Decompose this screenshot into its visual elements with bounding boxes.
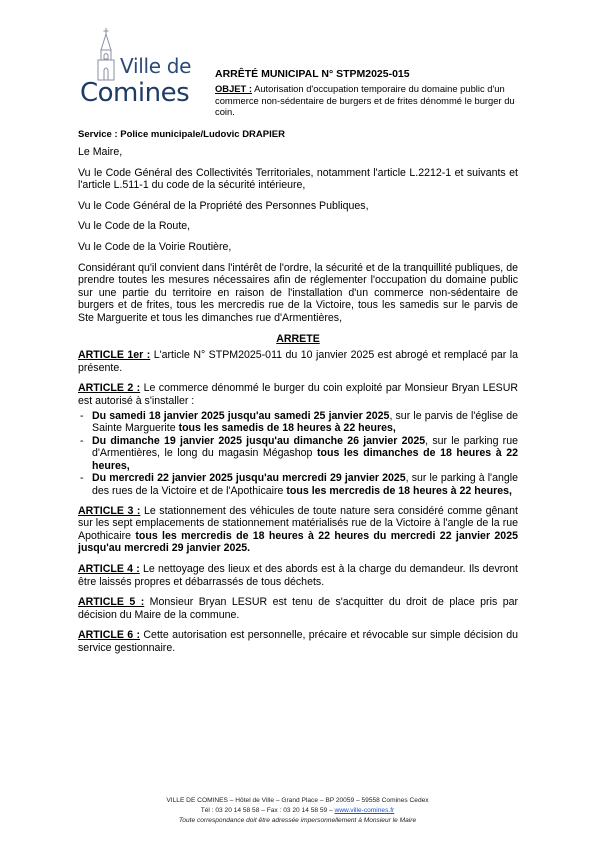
arrete-heading: ARRETE: [276, 332, 320, 345]
bullet-1-text: , sur le parvis de l'église de Sainte Marguerite: [92, 409, 518, 435]
article-6: [78, 629, 518, 654]
vu-cgct: Vu le Code Général des Collectivités Territoriales, notamment l'article L.2212-1 et suivants et l'article L.511-1 du code de la sécurité intérieure,: [78, 166, 518, 192]
bullet-2-hours: tous les dimanches de 18 heures à 22 heures,: [92, 447, 518, 472]
article-4-label: ARTICLE 4 :: [78, 563, 140, 576]
vu-cgppp: Vu le Code Général de la Propriété des Personnes Publiques,: [78, 199, 369, 212]
article-3-label: ARTICLE 3 :: [78, 504, 141, 517]
footer-address: VILLE DE COMINES – Hôtel de Ville – Grand Place – BP 20059 – 59558 Comines Cedex: [166, 797, 429, 804]
article-3-bold: tous les mercredis de 18 heures à 22 heures du mercredi 22 janvier 2025 jusqu'au mercredi 29 janvier 2025.: [78, 529, 518, 555]
bullet-3-dates: Du mercredi 22 janvier 2025 jusqu'au mercredi 29 janvier 2025: [92, 472, 406, 485]
bullet-3-hours: tous les mercredis de 18 heures à 22 heures,: [286, 485, 512, 498]
footer-correspondence-note: Toute correspondance doit être adressée impersonnellement à Monsieur le Maire: [178, 817, 417, 824]
logo-text-comines: Comines: [80, 78, 190, 108]
bullet-1-hours: tous les samedis de 18 heures à 22 heures,: [178, 422, 396, 435]
article-5-text: Monsieur Bryan LESUR est tenu de s'acquitter du droit de place pris par décision du Maire de la commune.: [78, 596, 519, 621]
article-2-label: ARTICLE 2 :: [78, 382, 141, 395]
list-item: [92, 410, 518, 435]
article-2-list: [78, 410, 518, 498]
article-5: [78, 596, 518, 621]
salutation: Le Maire,: [78, 146, 123, 158]
article-4-text: Le nettoyage des lieux et des abords est à la charge du demandeur. Ils devront être laissés propres et débarrassés de tous déchets.: [78, 563, 518, 588]
arrete-body: [78, 146, 518, 663]
article-6-label: ARTICLE 6 :: [78, 629, 141, 642]
article-5-label: ARTICLE 5 :: [78, 596, 145, 609]
article-4: [78, 563, 518, 588]
page-footer: [0, 796, 595, 826]
arrete-title: ARRÊTÉ MUNICIPAL N° STPM2025-015: [215, 68, 410, 80]
vu-code-route: Vu le Code de la Route,: [78, 220, 191, 233]
footer-contact: [0, 806, 595, 816]
article-1-label: ARTICLE 1er :: [78, 349, 151, 362]
footer-phone: Tél : 03 20 14 58 58 – Fax : 03 20 14 58 59 –: [200, 807, 335, 814]
logo-text-ville-de: Ville de: [120, 54, 192, 78]
vu-code-voirie: Vu le Code de la Voirie Routière,: [78, 240, 232, 253]
article-3-text: Le stationnement des véhicules de toute nature sera considéré comme gênant sur les sept emplacements de stationnement matérialisés rue de la Victoire à l'angle de la rue Apothicaire: [78, 504, 518, 542]
bullet-1-dates: Du samedi 18 janvier 2025 jusqu'au samedi 25 janvier 2025: [92, 409, 390, 422]
church-spire-icon: [94, 28, 118, 82]
considerant: Considérant qu'il convient dans l'intérêt de l'ordre, la sécurité et de la tranquillité publiques, de prendre toutes les mesures nécessaires afin de réglementer l'occupation du domaine public sur une partie du territoire en raison de l'installation d'un commerce non-sédentaire de burgers et de frites, tous les mercredis rue de la Victoire, tous les samedis sur le parvis de Ste Marguerite et tous les dimanches rue d'Armentières,: [78, 261, 518, 324]
bullet-3-text: , sur le parking à l'angle des rues de la Victoire et de l'Apothicaire: [92, 472, 519, 498]
ville-de-comines-logo: [80, 24, 198, 108]
objet-text: Autorisation d'occupation temporaire du domaine public d'un commerce non-sédentaire de burgers et de frites dénommé le burger du coin.: [215, 83, 515, 117]
bullet-2-dates: Du dimanche 19 janvier 2025 jusqu'au dimanche 26 janvier 2025: [92, 434, 426, 447]
footer-website-link[interactable]: www.ville-comines.fr: [334, 807, 395, 814]
article-1-text: L'article N° STPM2025-011 du 10 janvier 2025 est abrogé et remplacé par la présente.: [78, 349, 518, 374]
objet-label: OBJET :: [215, 83, 252, 94]
list-item: [92, 435, 518, 473]
service-line: Service : Police municipale/Ludovic DRAPIER: [78, 129, 285, 140]
article-6-text: Cette autorisation est personnelle, précaire et révocable sur simple décision du service gestionnaire.: [78, 629, 518, 654]
arrete-header: [215, 68, 515, 118]
article-2-text: Le commerce dénommé le burger du coin exploité par Monsieur Bryan LESUR est autorisé à s'installer :: [78, 382, 519, 407]
bullet-2-text: , sur le parking rue d'Armentières, le long du magasin Mégashop: [92, 434, 518, 460]
objet: [215, 83, 515, 118]
list-item: [92, 472, 518, 497]
article-1: [78, 349, 518, 374]
article-3: [78, 505, 518, 555]
article-2: [78, 382, 518, 407]
